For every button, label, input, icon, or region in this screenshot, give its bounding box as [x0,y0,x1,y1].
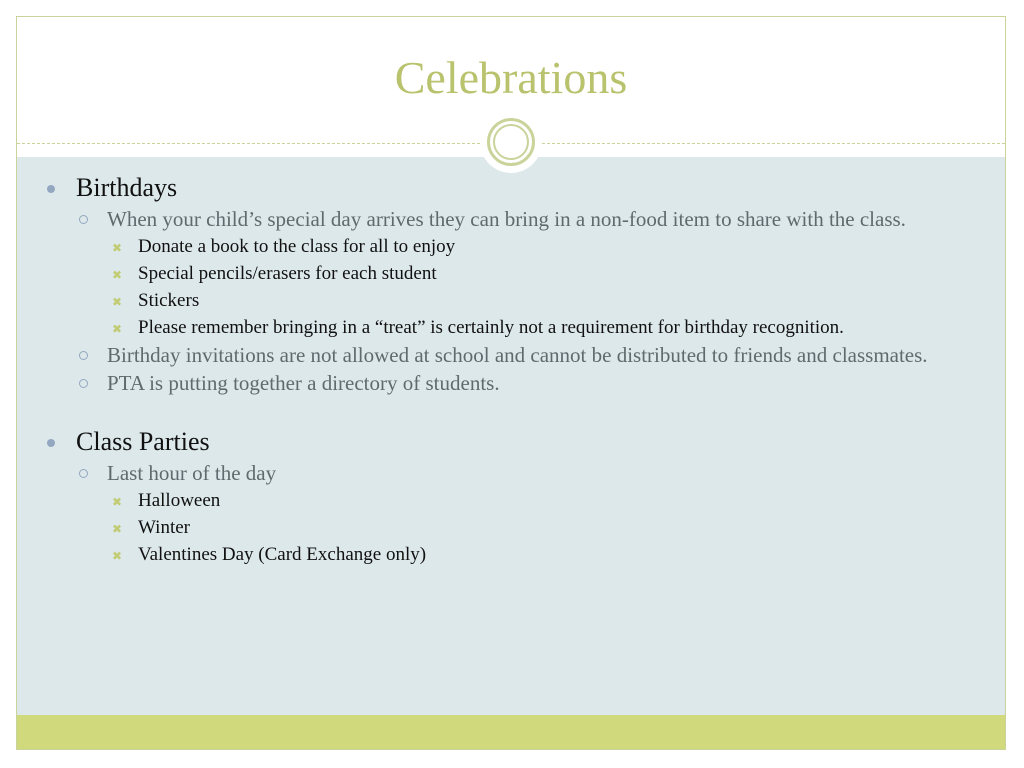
bullet-birthdays [47,173,977,203]
hollow-circle-icon [79,379,88,388]
bullet-dot-icon [47,185,55,193]
sub-sub-bullet-text: Halloween [138,490,221,511]
sub-bullet-text: PTA is putting together a directory of students. [107,371,500,395]
slide [16,16,1006,750]
sub-sub-bullet [47,517,977,539]
sub-bullet [47,372,977,395]
sub-sub-bullet-text: Special pencils/erasers for each student [138,263,437,284]
sub-sub-bullet-text: Stickers [138,290,200,311]
sub-sub-bullet [47,263,977,285]
sub-sub-bullet [47,317,977,339]
cross-bullet-icon: ✖ [112,549,123,563]
bullet-heading: Birthdays [76,173,178,202]
sub-sub-bullet [47,544,977,566]
footer-band [17,715,1005,749]
cross-bullet-icon: ✖ [112,322,123,336]
sub-sub-bullet-text: Valentines Day (Card Exchange only) [138,544,427,565]
sub-bullet [47,208,977,231]
sub-bullet-text: Birthday invitations are not allowed at school and cannot be distributed to friends and classmates. [107,343,928,367]
sub-sub-bullet-text: Please remember bringing in a “treat” is certainly not a requirement for birthday recognition. [138,317,844,338]
bullet-heading: Class Parties [76,427,210,456]
cross-bullet-icon: ✖ [112,241,123,255]
bullet-dot-icon [47,439,55,447]
bullet-class-parties [47,427,977,457]
sub-sub-bullet-text: Donate a book to the class for all to enjoy [138,236,456,257]
sub-bullet [47,462,977,485]
cross-bullet-icon: ✖ [112,495,123,509]
sub-bullet-text: When your child’s special day arrives they can bring in a non-food item to share with the class. [107,207,906,231]
cross-bullet-icon: ✖ [112,522,123,536]
sub-bullet [47,344,977,367]
hollow-circle-icon [79,351,88,360]
inner-ring-icon [493,124,529,160]
sub-sub-bullet [47,490,977,512]
hollow-circle-icon [79,469,88,478]
sub-sub-bullet [47,236,977,258]
slide-title: Celebrations [394,52,628,103]
cross-bullet-icon: ✖ [112,268,123,282]
sub-sub-bullet-text: Winter [138,517,190,538]
bullet-list [47,171,977,566]
cross-bullet-icon: ✖ [112,295,123,309]
sub-bullet-text: Last hour of the day [107,461,277,485]
hollow-circle-icon [79,215,88,224]
sub-sub-bullet [47,290,977,312]
